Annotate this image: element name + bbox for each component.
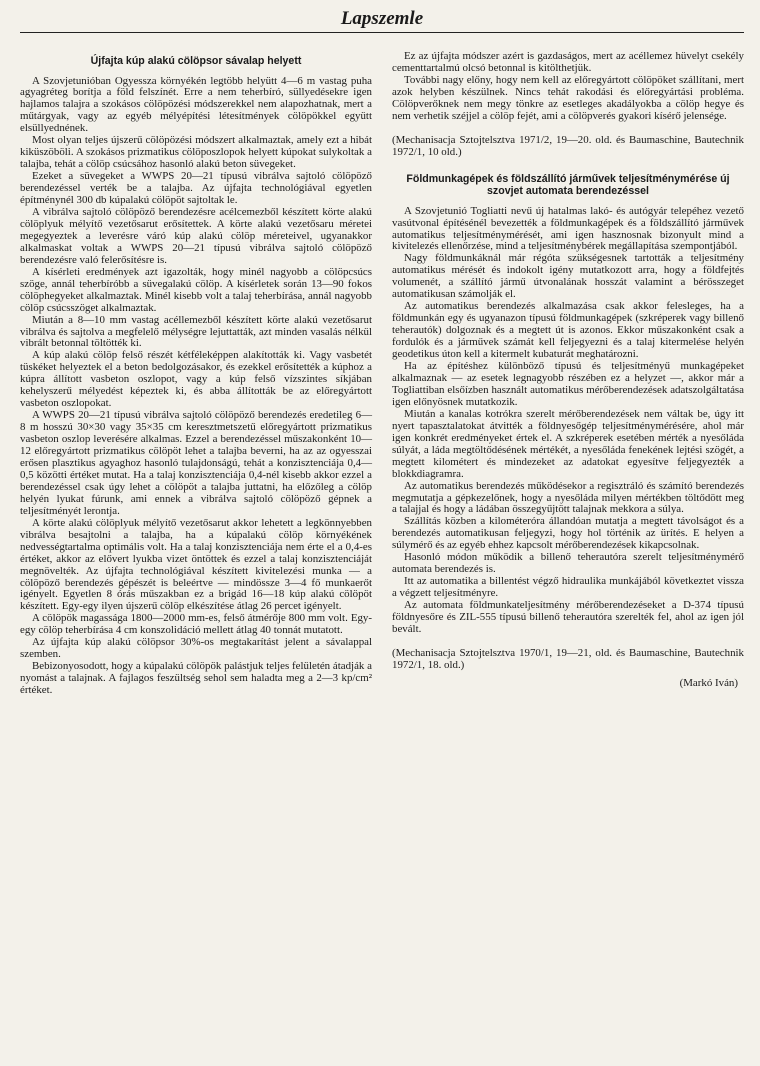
article1-citation: (Mechanisacja Sztojtelsztva 1971/2, 19—20. old. és Baumaschine, Bautechnik 1972/1, 10 old.) [392, 133, 744, 158]
article2-paragraph: Itt az automatika a billentést végző hidraulika munkájából következtet vissza a végzett teljesítményre. [392, 575, 744, 600]
article1-paragraph: Most olyan teljes újszerű cölöpözési módszert alkalmaztak, amely ezt a hibát kiküszöböli. A szokásos prizmatikus cölöposzlopok helyett kúpokat sulykoltak a talajba, tehát a cölöp csúcsához hasonló alakú beton süvegeket. [20, 134, 372, 171]
article2-paragraph: Miután a kanalas kotrókra szerelt mérőberendezések nem váltak be, úgy itt nyert tapasztalatokat átvitték a földnyesőgép teljesítménymérésére, ahol már igen konkrét eredményeket értek el. A szkréperek esetében mérték a nyesőláda súlyát, a láda megtöltődésének mértékét, a nyesőláda fenekének lejtési szögét, a megtett kilométert és mindezeket az adatokat egyesítve feljegyezték a blokkdiagramra. [392, 407, 744, 480]
article1-paragraph: Bebizonyosodott, hogy a kúpalakú cölöpök palástjuk teljes felületén átadják a nyomást a talajnak. A fajlagos feszültség sehol sem haladta meg a 2—3 kp/cm² értéket. [20, 660, 372, 697]
article2-paragraph: Ha az építéshez különböző típusú és teljesítményű munkagépeket alkalmaznak — az esetek legnagyobb részében ez a helyzet —, akkor már a Togliattiban elsőízben használt automatikus mérőberendezések adatszolgáltatása igen előnyösnek mutatkozik. [392, 360, 744, 408]
article1-paragraph: A Szovjetunióban Ogyessza környékén legtöbb helyütt 4—6 m vastag puha agyagréteg borítja a föld felszínét. Erre a nem teherbíró, süllyedésekre igen hajlamos talajra a szokásos cölöpözési módszerekkel nem alapozhatnak, mert a műtárgyak, vagy az egyéb mélyépítési létesítmények cölöpökkel együtt elsüllyednének. [20, 74, 372, 135]
article1-paragraph: Ezeket a süvegeket a WWPS 20—21 típusú vibrálva sajtoló cölöpöző berendezéssel verték be a talajba. Az újfajta technológiával egyetlen építménynél 300 db kúpalakú cölöpöt sajtoltak le. [20, 170, 372, 207]
article2-paragraph: Nagy földmunkáknál már régóta szükségesnek tartották a teljesítmény automatikus mérését és indokolt igény mutatkozott arra, hogy a földfejtés volumenét, a szállító jármű útvonalának hosszát valamint a bérösszeget automatikusan számolják el. [392, 252, 744, 301]
article2-paragraph: Az automata földmunkateljesítmény mérőberendezéseket a D-374 típusú földnyesőre és ZIL-555 típusú billenő teherautóra szerelték fel, ahol az igen jól bevált. [392, 599, 744, 635]
article2-paragraph: Az automatikus berendezés alkalmazása csak akkor felesleges, ha a földmunkán egy és ugyanazon típusú földmunkagépek (szkréperek vagy billenő teherautók) dolgoznak és a megtett út is azonos. Ekkor műszakonként csak a fordulók és a járművek számát kell feljegyezni és a talaj kitermelése helyén geodetikus úton kell a kitermelt kubaturát meghatározni. [392, 300, 744, 361]
article2-title: Földmunkagépek és földszállító járművek teljesítménymérése új szovjet automata berendezéssel [406, 172, 730, 198]
article1-paragraph: A vibrálva sajtoló cölöpöző berendezésre acélcemezből készített körte alakú cölöplyuk mélyítő vezetősarut erősítettek. A körte alakú vezetősaru méretei megegyeztek a leverésre váró kúp alakú cölöp méreteivel, ugyanakkor alkalmaskat voltak a WWPS 20—21 típusú vibrálva sajtoló cölöpöző berendezésre való felerősítésre is. [20, 205, 372, 266]
article1-paragraph: További nagy előny, hogy nem kell az előregyártott cölöpöket szállítani, mert azok helyben készülnek. Nincs tehát rakodási és előregyártási probléma. Cölöpverőknek nem megy tönkre az esetleges akadályokba a cölöp hegye és nem verhetik széjjel a cölöp fejét, ami a cölöpverés gyakori kísérő jelensége. [392, 73, 744, 122]
two-column-body [20, 51, 744, 697]
article1-paragraph: A kísérleti eredmények azt igazolták, hogy minél nagyobb a cölöpcsúcs szöge, annál teherbíróbb a süvegalakú cölöp. A kísérletek során 13—90 fokos cölöphegyeket alkalmaztak. Minél kisebb volt a talaj teherbírása, annál nagyobb cölöp csúcsszöget alkalmaztak. [20, 265, 372, 314]
article1-title: Újfajta kúp alakú cölöpsor sávalap helyett [90, 55, 302, 67]
article1-paragraph: A cölöpök magassága 1800—2000 mm-es, felső átmérője 800 mm volt. Egy-egy cölöp teherbírása 4 cm konszolidáció mellett átlag 40 tonnát mutatott. [20, 612, 372, 637]
article1-paragraph: A WWPS 20—21 típusú vibrálva sajtoló cölöpöző berendezés eredetileg 6—8 m hosszú 30×30 vagy 35×35 cm keresztmetszetű előregyártott prizmatikus vasbeton oszlop leverésére alkalmas. Ezzel a berendezéssel műszakonként 10—12 előregyártott prizmatikus cölöpöt lehet a talajba beverni, ha az az ogyesszai erősen plasztikus agyaghoz hasonló tulajdonságú, tehát a konzisztenciája 0,4—0,5 közötti értéket mutat. Ha a talaj konzisztenciája 0,4-nél kisebb akkor ezzel a berendezéssel csak úgy lehet a cölöpöt a talajba juttatni, ha előzőleg a cölöp helyén lyukat fúrunk, ami ennek a vibrálva sajtoló cölöpöző gépnek a teljesítményét lerontja. [20, 409, 372, 517]
section-header: Lapszemle [20, 8, 744, 33]
article1-paragraph: A kúp alakú cölöp felső részét kétféleképpen alakították ki. Vagy vasbetét tüskéket helyeztek el a beton bedolgozásakor, és ezekkel erősítették a kúphoz a kúpra állított vasbeton oszlopot, vagy a kúp felső vízszintes síkjában kehelyszerű mélyedést képeztek ki, és abba állították be az előregyártott vasbeton oszlopokat. [20, 349, 372, 410]
article2-paragraph: Az automatikus berendezés működésekor a regisztráló és számító berendezés megmutatja a gépkezelőnek, hogy a nyesőláda milyen mértékben töltődött meg a talajjal és hogy a ládában összegyűjtött talajnak mekkora a súlya. [392, 479, 744, 516]
article1-paragraph: A körte alakú cölöplyuk mélyítő vezetősarut akkor lehetett a legkönnyebben vibrálva besajtolni a talajba, ha a kúpalakú cölöp környékének nedvességtartalma optimális volt. Ha a talaj konzisztenciája nem érte el a 0,4-es értéket, akkor az elővert lyukba vizet öntöttek és ezzel a talaj konzisztenciáját megnövelték. Az újfajta technológiával készített kivitelezési munka — a cölöpöző berendezés gépészét is beleértve — mindössze 3—4 fő munkaerőt igényelt. Egyetlen 8 órás műszakban ez a brigád 16—18 kúp alakú cölöpöt készített. Egy-egy ilyen újszerű cölöp elkészítése átlag 26 percet igényelt. [20, 516, 372, 613]
article1-paragraph: Miután a 8—10 mm vastag acéllemezből készített körte alakú vezetősarut vibrálva és sajtolva a megfelelő mélységre lejuttatták, azt minden vasalás nélkül vibrált betonnal töltötték ki. [20, 313, 372, 350]
article1-paragraph: Az újfajta kúp alakú cölöpsor 30%-os megtakarítást jelent a sávalappal szemben. [20, 636, 372, 661]
article1-paragraph: Ez az újfajta módszer azért is gazdaságos, mert az acéllemez hüvelyt csekély cementtartalmú olcsó betonnal is kitölthetjük. [392, 50, 744, 74]
article2-paragraph: Szállítás közben a kilométeróra állandóan mutatja a megtett távolságot és a berendezés automatikusan feljegyzi, hogy hol történik az ürítés. E helyen a súlymérő és az egyéb ehhez kapcsolt mérőberendezések kikapcsolnak. [392, 515, 744, 552]
author-signature: (Markó Iván) [679, 676, 738, 689]
right-column [392, 51, 744, 697]
left-column [20, 51, 372, 697]
article2-citation: (Mechanisacja Sztojtelsztva 1970/1, 19—21, old. és Baumaschine, Bautechnik 1972/1, 18. old.) [392, 646, 744, 671]
article2-paragraph: Hasonló módon működik a billenő teherautóra szerelt teljesítménymérő automata berendezés is. [392, 551, 744, 576]
article2-paragraph: A Szovjetunió Togliatti nevű új hatalmas lakó- és autógyár telepéhez vezető vasútvonal építésénél bevezették a földmunkagépek és a földszállító járművek automatikus teljesítménymérését, ami igen hasznosnak bizonyult mind a kivitelezés ellenőrzése, mind a teljesítménybérek megállapítása szempontjából. [392, 204, 744, 253]
